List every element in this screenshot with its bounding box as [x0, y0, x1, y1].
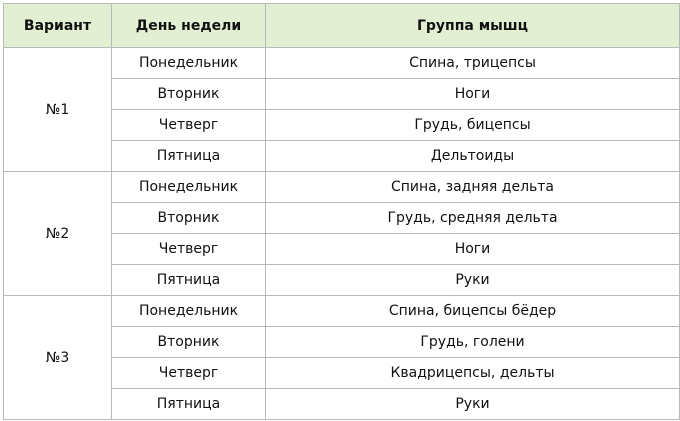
header-day: День недели: [112, 4, 266, 48]
muscle-cell: Грудь, средняя дельта: [266, 203, 680, 234]
day-cell: Четверг: [112, 234, 266, 265]
table-row: [4, 172, 680, 203]
day-cell: Понедельник: [112, 48, 266, 79]
day-cell: Четверг: [112, 110, 266, 141]
muscle-cell: Руки: [266, 265, 680, 296]
muscle-cell: Грудь, голени: [266, 327, 680, 358]
variant-cell: №3: [4, 296, 112, 420]
workout-table: [3, 3, 680, 420]
variant-cell: №1: [4, 48, 112, 172]
muscle-cell: Спина, бицепсы бёдер: [266, 296, 680, 327]
day-cell: Пятница: [112, 389, 266, 420]
table-row: [4, 296, 680, 327]
header-variant: Вариант: [4, 4, 112, 48]
day-cell: Понедельник: [112, 296, 266, 327]
day-cell: Пятница: [112, 265, 266, 296]
header-muscle-group: Группа мышц: [266, 4, 680, 48]
muscle-cell: Грудь, бицепсы: [266, 110, 680, 141]
table-body: [4, 48, 680, 420]
day-cell: Пятница: [112, 141, 266, 172]
muscle-cell: Спина, трицепсы: [266, 48, 680, 79]
header-row: [4, 4, 680, 48]
day-cell: Вторник: [112, 203, 266, 234]
muscle-cell: Спина, задняя дельта: [266, 172, 680, 203]
day-cell: Вторник: [112, 79, 266, 110]
variant-cell: №2: [4, 172, 112, 296]
day-cell: Четверг: [112, 358, 266, 389]
table-header: [4, 4, 680, 48]
muscle-cell: Дельтоиды: [266, 141, 680, 172]
day-cell: Понедельник: [112, 172, 266, 203]
muscle-cell: Ноги: [266, 79, 680, 110]
muscle-cell: Ноги: [266, 234, 680, 265]
day-cell: Вторник: [112, 327, 266, 358]
muscle-cell: Руки: [266, 389, 680, 420]
table-row: [4, 48, 680, 79]
muscle-cell: Квадрицепсы, дельты: [266, 358, 680, 389]
